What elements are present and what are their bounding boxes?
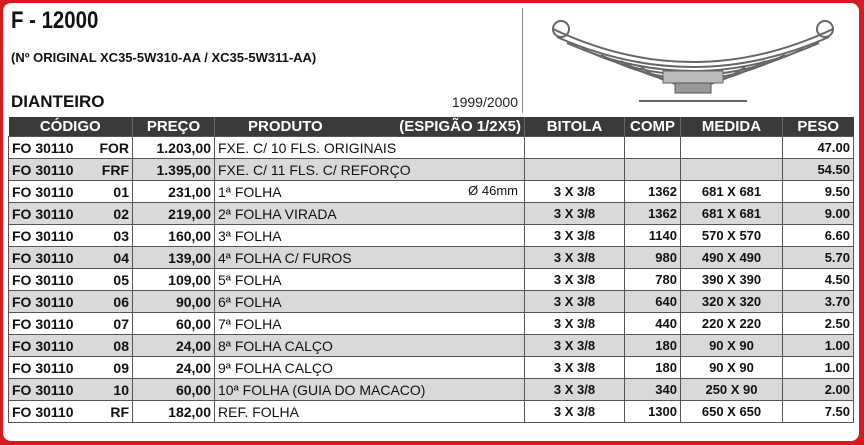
cell-produto xyxy=(215,357,525,379)
table-row xyxy=(9,401,854,423)
code-prefix: FO 30110 xyxy=(12,293,74,310)
cell-produto xyxy=(215,269,525,291)
code-suffix: 08 xyxy=(113,337,129,354)
table-header-row xyxy=(9,117,854,137)
product-name: 9ª FOLHA CALÇO xyxy=(218,359,333,376)
product-name: 3ª FOLHA xyxy=(218,227,282,244)
code-suffix: 01 xyxy=(113,183,129,200)
col-bitola: BITOLA xyxy=(525,117,625,137)
cell-comp: 780 xyxy=(625,269,681,291)
cell-codigo xyxy=(9,203,133,225)
cell-preco: 219,00 xyxy=(133,203,215,225)
code-prefix: FO 30110 xyxy=(12,161,74,178)
cell-peso: 4.50 xyxy=(783,269,854,291)
cell-produto xyxy=(215,313,525,335)
cell-medida: 320 X 320 xyxy=(681,291,783,313)
cell-produto xyxy=(215,203,525,225)
col-produto-label: PRODUTO xyxy=(248,118,323,135)
cell-medida xyxy=(681,159,783,181)
cell-peso: 9.50 xyxy=(783,181,854,203)
table-row xyxy=(9,247,854,269)
cell-bitola xyxy=(525,137,625,159)
cell-medida: 650 X 650 xyxy=(681,401,783,423)
cell-comp: 1300 xyxy=(625,401,681,423)
cell-comp: 340 xyxy=(625,379,681,401)
cell-preco: 182,00 xyxy=(133,401,215,423)
cell-produto xyxy=(215,247,525,269)
table-row xyxy=(9,225,854,247)
col-codigo: CÓDIGO xyxy=(9,117,133,137)
cell-preco: 1.395,00 xyxy=(133,159,215,181)
table-row xyxy=(9,313,854,335)
col-comp: COMP xyxy=(625,117,681,137)
cell-produto xyxy=(215,181,525,203)
parts-table xyxy=(8,117,854,423)
col-peso: PESO xyxy=(783,117,854,137)
table-body xyxy=(9,137,854,423)
original-part-numbers: (Nº ORIGINAL XC35-5W310-AA / XC35-5W311-AA) xyxy=(11,50,317,65)
cell-produto xyxy=(215,401,525,423)
section-label: DIANTEIRO xyxy=(11,92,105,111)
product-name: 4ª FOLHA C/ FUROS xyxy=(218,249,352,266)
cell-produto xyxy=(215,137,525,159)
cell-medida: 390 X 390 xyxy=(681,269,783,291)
product-name: 2ª FOLHA VIRADA xyxy=(218,205,337,222)
cell-preco: 160,00 xyxy=(133,225,215,247)
cell-peso: 1.00 xyxy=(783,335,854,357)
cell-codigo xyxy=(9,159,133,181)
table-row xyxy=(9,159,854,181)
cell-codigo xyxy=(9,269,133,291)
divider xyxy=(522,8,523,113)
cell-codigo xyxy=(9,137,133,159)
cell-medida: 570 X 570 xyxy=(681,225,783,247)
code-suffix: 05 xyxy=(113,271,129,288)
code-prefix: FO 30110 xyxy=(12,315,74,332)
cell-peso: 3.70 xyxy=(783,291,854,313)
cell-medida: 681 X 681 xyxy=(681,181,783,203)
cell-produto xyxy=(215,225,525,247)
cell-peso: 2.00 xyxy=(783,379,854,401)
cell-comp xyxy=(625,137,681,159)
code-suffix: 06 xyxy=(113,293,129,310)
table-row xyxy=(9,137,854,159)
cell-bitola: 3 X 3/8 xyxy=(525,357,625,379)
code-suffix: 07 xyxy=(113,315,129,332)
cell-preco: 24,00 xyxy=(133,357,215,379)
product-name: FXE. C/ 10 FLS. ORIGINAIS xyxy=(218,139,397,156)
code-prefix: FO 30110 xyxy=(12,337,74,354)
cell-medida: 220 X 220 xyxy=(681,313,783,335)
table-row xyxy=(9,181,854,203)
code-suffix: 02 xyxy=(113,205,129,222)
cell-bitola xyxy=(525,159,625,181)
code-suffix: FRF xyxy=(101,161,129,178)
cell-comp: 1362 xyxy=(625,203,681,225)
cell-bitola: 3 X 3/8 xyxy=(525,269,625,291)
cell-comp xyxy=(625,159,681,181)
cell-preco: 1.203,00 xyxy=(133,137,215,159)
cell-peso: 7.50 xyxy=(783,401,854,423)
code-suffix: 10 xyxy=(113,381,129,398)
cell-bitola: 3 X 3/8 xyxy=(525,181,625,203)
cell-codigo xyxy=(9,357,133,379)
table-row xyxy=(9,379,854,401)
cell-medida xyxy=(681,137,783,159)
cell-codigo xyxy=(9,379,133,401)
cell-medida: 681 X 681 xyxy=(681,203,783,225)
code-suffix: 09 xyxy=(113,359,129,376)
col-medida: MEDIDA xyxy=(681,117,783,137)
cell-codigo xyxy=(9,225,133,247)
product-name: 1ª FOLHA xyxy=(218,183,282,200)
code-prefix: FO 30110 xyxy=(12,139,74,156)
cell-comp: 980 xyxy=(625,247,681,269)
code-prefix: FO 30110 xyxy=(12,271,74,288)
cell-peso: 9.00 xyxy=(783,203,854,225)
cell-codigo xyxy=(9,181,133,203)
cell-bitola: 3 X 3/8 xyxy=(525,291,625,313)
cell-medida: 90 X 90 xyxy=(681,357,783,379)
cell-medida: 250 X 90 xyxy=(681,379,783,401)
code-suffix: 04 xyxy=(113,249,129,266)
cell-bitola: 3 X 3/8 xyxy=(525,313,625,335)
table-row xyxy=(9,291,854,313)
cell-preco: 139,00 xyxy=(133,247,215,269)
cell-codigo xyxy=(9,335,133,357)
col-preco: PREÇO xyxy=(133,117,215,137)
cell-comp: 440 xyxy=(625,313,681,335)
cell-comp: 1140 xyxy=(625,225,681,247)
product-name: FXE. C/ 11 FLS. C/ REFORÇO xyxy=(218,161,411,178)
code-suffix: RF xyxy=(110,403,129,420)
code-prefix: FO 30110 xyxy=(12,381,74,398)
cell-preco: 231,00 xyxy=(133,181,215,203)
code-suffix: FOR xyxy=(99,139,129,156)
cell-peso: 1.00 xyxy=(783,357,854,379)
col-espigao-label: (ESPIGÃO 1/2X5) xyxy=(399,118,521,135)
cell-peso: 5.70 xyxy=(783,247,854,269)
table-row xyxy=(9,269,854,291)
product-name: 8ª FOLHA CALÇO xyxy=(218,337,333,354)
code-suffix: 03 xyxy=(113,227,129,244)
cell-preco: 60,00 xyxy=(133,313,215,335)
col-produto xyxy=(215,117,525,137)
cell-preco: 60,00 xyxy=(133,379,215,401)
cell-peso: 47.00 xyxy=(783,137,854,159)
product-name: 5ª FOLHA xyxy=(218,271,282,288)
cell-comp: 180 xyxy=(625,335,681,357)
product-name: 6ª FOLHA xyxy=(218,293,282,310)
cell-peso: 54.50 xyxy=(783,159,854,181)
cell-medida: 90 X 90 xyxy=(681,335,783,357)
cell-bitola: 3 X 3/8 xyxy=(525,401,625,423)
cell-comp: 640 xyxy=(625,291,681,313)
cell-bitola: 3 X 3/8 xyxy=(525,379,625,401)
cell-peso: 6.60 xyxy=(783,225,854,247)
code-prefix: FO 30110 xyxy=(12,227,74,244)
cell-produto xyxy=(215,291,525,313)
product-name: 10ª FOLHA (GUIA DO MACACO) xyxy=(218,381,426,398)
cell-bitola: 3 X 3/8 xyxy=(525,247,625,269)
cell-codigo xyxy=(9,291,133,313)
cell-preco: 109,00 xyxy=(133,269,215,291)
catalog-card xyxy=(3,3,859,441)
cell-comp: 180 xyxy=(625,357,681,379)
cell-medida: 490 X 490 xyxy=(681,247,783,269)
table-row xyxy=(9,335,854,357)
cell-preco: 90,00 xyxy=(133,291,215,313)
table-row xyxy=(9,203,854,225)
table-row xyxy=(9,357,854,379)
cell-codigo xyxy=(9,401,133,423)
product-name: 7ª FOLHA xyxy=(218,315,282,332)
code-prefix: FO 30110 xyxy=(12,205,74,222)
code-prefix: FO 30110 xyxy=(12,359,74,376)
page-title: F - 12000 xyxy=(11,7,99,34)
cell-bitola: 3 X 3/8 xyxy=(525,225,625,247)
cell-bitola: 3 X 3/8 xyxy=(525,203,625,225)
code-prefix: FO 30110 xyxy=(12,183,74,200)
code-prefix: FO 30110 xyxy=(12,403,74,420)
code-prefix: FO 30110 xyxy=(12,249,74,266)
cell-comp: 1362 xyxy=(625,181,681,203)
cell-bitola: 3 X 3/8 xyxy=(525,335,625,357)
cell-peso: 2.50 xyxy=(783,313,854,335)
cell-produto xyxy=(215,159,525,181)
leaf-spring-icon xyxy=(543,13,843,108)
cell-preco: 24,00 xyxy=(133,335,215,357)
cell-produto xyxy=(215,335,525,357)
cell-codigo xyxy=(9,313,133,335)
cell-codigo xyxy=(9,247,133,269)
year-range: 1999/2000 xyxy=(451,94,518,110)
product-name: REF. FOLHA xyxy=(218,403,299,420)
product-note: Ø 46mm xyxy=(468,183,518,198)
cell-produto xyxy=(215,379,525,401)
